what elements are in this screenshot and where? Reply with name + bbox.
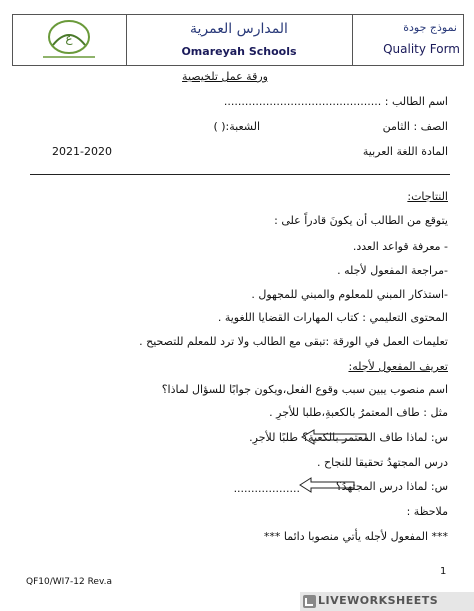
outcome-item: - معرفة قواعد العدد. — [352, 240, 448, 253]
svg-text:ع: ع — [65, 31, 73, 45]
grade-label: الصف : الثامن — [382, 120, 448, 133]
arrow-left-icon — [298, 476, 356, 494]
outcomes-intro: يتوقع من الطالب أن يكونَ قادراً على : — [274, 214, 448, 227]
question-2: س: لماذا درس المجتهدُ؟ — [335, 480, 448, 493]
note-label: ملاحظة : — [406, 505, 448, 518]
header-quality-cell — [352, 15, 463, 65]
subject-label: المادة اللغة العربية — [362, 145, 448, 158]
content-line: المحتوى التعليمي : كتاب المهارات القضايا اللغوية . — [217, 311, 448, 324]
watermark-text: LIVEWORKSHEETS — [318, 594, 439, 607]
answer-2-blank[interactable]: ................... — [233, 482, 300, 495]
definition-heading: تعريف المفعول لأجله: — [348, 360, 448, 373]
example-2: درس المجتهدُ تحقيقا للنجاح . — [317, 456, 448, 469]
school-name-english: Omareyah Schools — [181, 45, 297, 58]
answer-1: طلبًا للأجرِ. — [249, 431, 298, 444]
outcome-item: -استذكار المبني للمعلوم والمبني للمجهول . — [251, 288, 448, 301]
outcome-item: -مراجعة المفعول لأجله . — [337, 264, 448, 277]
school-logo-icon — [13, 15, 126, 65]
form-code: QF10/WI7-12 Rev.a — [26, 577, 112, 587]
header-school-cell — [126, 15, 353, 65]
document-title: ورقة عمل تلخيصية — [182, 70, 268, 83]
definition-text: اسم منصوب يبين سبب وقوع الفعل،ويكون جوابًا للسؤال لماذا؟ — [161, 383, 448, 396]
liveworksheets-logo-icon — [303, 595, 316, 608]
arrow-left-icon — [300, 428, 368, 446]
note-text: *** المفعول لأجله يأتي منصوبا دائما *** — [263, 530, 448, 543]
section-field[interactable]: الشعبة:( ) — [213, 120, 260, 133]
quality-form-arabic: نموذج جودة — [403, 21, 457, 34]
outcomes-heading: النتاجات: — [407, 190, 448, 203]
page-number: 1 — [440, 566, 447, 577]
school-name-arabic: المدارس العمرية — [190, 21, 288, 37]
instructions-line: تعليمات العمل في الورقة :تبقى مع الطالب ولا ترد للمعلم للتصحيح . — [139, 335, 448, 348]
quality-form-english: Quality Form — [383, 42, 460, 56]
question-1: س: لماذا طاف المعتمر بالكعبة؟ — [302, 431, 448, 444]
student-name-field[interactable]: اسم الطالب : ............................................. — [223, 95, 448, 108]
header-logo-cell — [13, 15, 127, 65]
academic-year: 2021-2020 — [52, 145, 112, 158]
header-table — [12, 14, 464, 66]
divider — [30, 174, 450, 175]
example-line: مثل : طاف المعتمرُ بالكعبةِ،طلبا للأجرِ . — [269, 406, 448, 419]
